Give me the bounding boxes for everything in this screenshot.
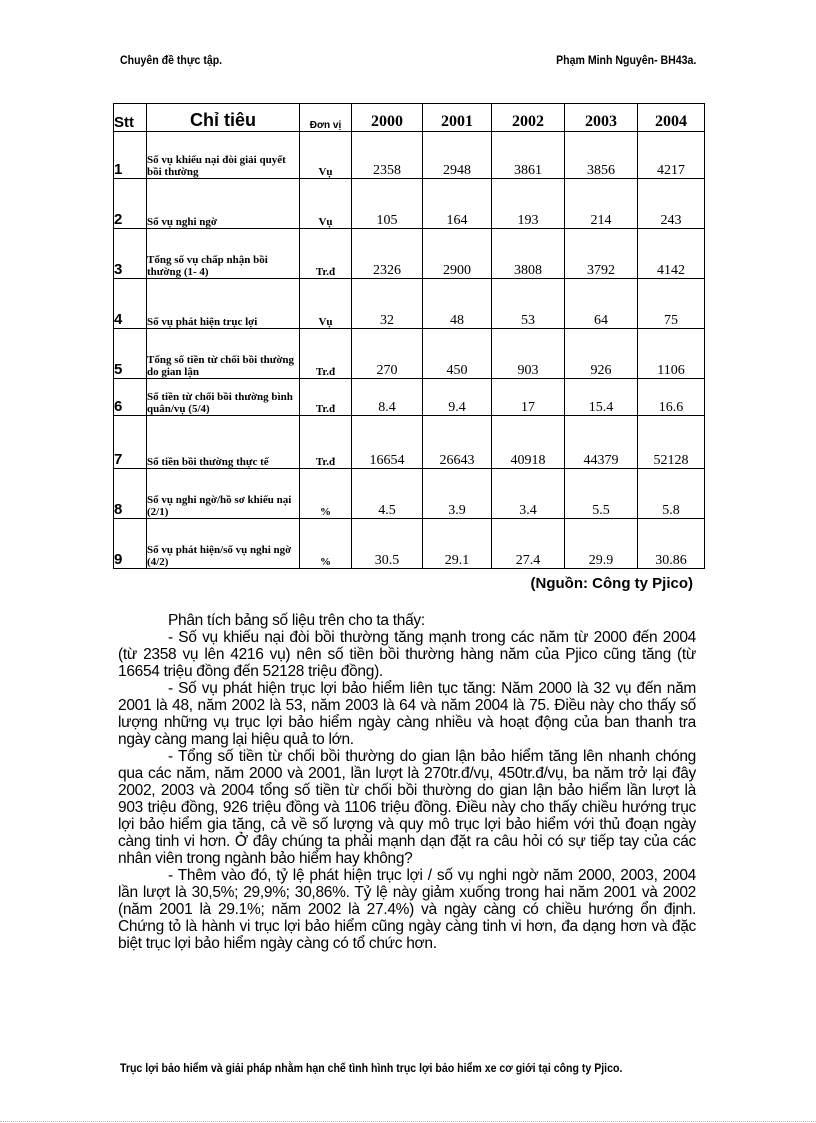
paragraph: Phân tích bảng số liệu trên cho ta thấy: — [168, 612, 425, 629]
table-row — [114, 519, 705, 569]
table-row — [114, 469, 705, 519]
column-header-stt: Stt — [114, 104, 147, 132]
value-cell: 3861 — [492, 132, 565, 179]
value-cell: 29.1 — [423, 519, 492, 569]
value-cell: 214 — [565, 179, 638, 229]
page-footer: Trục lợi bảo hiểm và giải pháp nhằm hạn chế tình hình trục lợi bảo hiểm xe cơ giới tại công ty Pjico. — [120, 1061, 623, 1075]
unit-cell: Vụ — [300, 179, 352, 229]
header-right: Phạm Minh Nguyên- BH43a. — [555, 53, 696, 67]
table-row — [114, 179, 705, 229]
value-cell: 4142 — [638, 229, 705, 279]
value-cell: 2900 — [423, 229, 492, 279]
value-cell: 4217 — [638, 132, 705, 179]
indicator-cell: Số vụ nghi ngờ/hồ sơ khiếu nại (2/1) — [147, 469, 300, 519]
value-cell: 4.5 — [352, 469, 423, 519]
value-cell: 9.4 — [423, 379, 492, 416]
bottom-divider — [0, 1121, 816, 1122]
indicator-cell: Tổng số tiền từ chối bồi thường do gian lận — [147, 329, 300, 379]
table-row — [114, 132, 705, 179]
unit-cell: Tr.đ — [300, 379, 352, 416]
value-cell: 3856 — [565, 132, 638, 179]
value-cell: 3808 — [492, 229, 565, 279]
value-cell: 64 — [565, 279, 638, 329]
column-header-unit: Đơn vị — [300, 104, 352, 132]
value-cell: 26643 — [423, 416, 492, 469]
row-number: 3 — [114, 229, 147, 279]
table-row — [114, 416, 705, 469]
column-header-year: 2002 — [492, 104, 565, 132]
column-header-indicator: Chỉ tiêu — [147, 104, 300, 132]
value-cell: 16654 — [352, 416, 423, 469]
value-cell: 3.4 — [492, 469, 565, 519]
unit-cell: Tr.đ — [300, 229, 352, 279]
paragraph: - Số vụ khiếu nại đòi bồi thường tăng mạnh trong các năm từ 2000 đến 2004 (từ 2358 vụ lên 4216 vụ) nên số tiền bồi thường hàng năm của Pjico cũng tăng (từ 16654 triệu đồng đến 52128 triệu đồng). — [118, 629, 696, 680]
value-cell: 450 — [423, 329, 492, 379]
unit-cell: Vụ — [300, 279, 352, 329]
table-row — [114, 379, 705, 416]
indicator-cell: Số tiền từ chối bồi thường bình quân/vụ (5/4) — [147, 379, 300, 416]
table-row — [114, 229, 705, 279]
unit-cell: % — [300, 519, 352, 569]
indicator-cell: Số vụ khiếu nại đòi giải quyết bồi thường — [147, 132, 300, 179]
value-cell: 8.4 — [352, 379, 423, 416]
analysis-text — [118, 612, 696, 952]
value-cell: 17 — [492, 379, 565, 416]
table-body — [114, 132, 705, 569]
row-number: 2 — [114, 179, 147, 229]
value-cell: 29.9 — [565, 519, 638, 569]
indicator-cell: Số vụ nghi ngờ — [147, 179, 300, 229]
table-row — [114, 329, 705, 379]
value-cell: 32 — [352, 279, 423, 329]
paragraph: - Thêm vào đó, tỷ lệ phát hiện trục lợi / số vụ nghi ngờ năm 2000, 2003, 2004 lần lượt là 30,5%; 29,9%; 30,86%. Tỷ lệ này giảm xuống trong hai năm 2001 và 2002 (năm 2001 là 29.1%; năm 2002 là 27.4%) và ngày càng có chiều hướng ổn định. Chứng tỏ là hành vi trục lợi bảo hiểm cũng ngày càng tinh vi hơn, đa dạng hơn và đặc biệt trục lợi bảo hiểm ngày càng có tổ chức hơn. — [118, 867, 696, 952]
value-cell: 2948 — [423, 132, 492, 179]
indicator-cell: Số vụ phát hiện trục lợi — [147, 279, 300, 329]
row-number: 5 — [114, 329, 147, 379]
row-number: 1 — [114, 132, 147, 179]
value-cell: 52128 — [638, 416, 705, 469]
value-cell: 193 — [492, 179, 565, 229]
value-cell: 3792 — [565, 229, 638, 279]
value-cell: 1106 — [638, 329, 705, 379]
row-number: 7 — [114, 416, 147, 469]
value-cell: 27.4 — [492, 519, 565, 569]
value-cell: 40918 — [492, 416, 565, 469]
value-cell: 164 — [423, 179, 492, 229]
unit-cell: Tr.đ — [300, 416, 352, 469]
value-cell: 5.5 — [565, 469, 638, 519]
indicator-cell: Số vụ phát hiện/số vụ nghi ngờ (4/2) — [147, 519, 300, 569]
value-cell: 75 — [638, 279, 705, 329]
unit-cell: % — [300, 469, 352, 519]
value-cell: 53 — [492, 279, 565, 329]
value-cell: 44379 — [565, 416, 638, 469]
source-note: (Nguồn: Công ty Pjico) — [530, 575, 693, 592]
value-cell: 5.8 — [638, 469, 705, 519]
row-number: 6 — [114, 379, 147, 416]
value-cell: 105 — [352, 179, 423, 229]
value-cell: 30.5 — [352, 519, 423, 569]
value-cell: 48 — [423, 279, 492, 329]
column-header-year: 2004 — [638, 104, 705, 132]
indicator-cell: Tổng số vụ chấp nhận bồi thường (1- 4) — [147, 229, 300, 279]
value-cell: 16.6 — [638, 379, 705, 416]
table-header-row — [114, 104, 705, 132]
indicator-cell: Số tiền bồi thường thực tế — [147, 416, 300, 469]
row-number: 4 — [114, 279, 147, 329]
paragraph: - Tổng số tiền từ chối bồi thường do gian lận bảo hiểm tăng lên nhanh chóng qua các năm, năm 2000 và 2001, lần lượt là 270tr.đ/vụ, 450tr.đ/vụ, ba năm trở lại đây 2002, 2003 và 2004 tổng số tiền từ chối bồi thường do gian lận bảo hiểm lần lượt là 903 triệu đồng, 926 triệu đồng và 1106 triệu đồng. Điều này cho thấy chiều hướng trục lợi bảo hiểm gia tăng, cả về số lượng và quy mô trục lợi bảo hiểm với thủ đoạn ngày càng tinh vi hơn. Ở đây chúng ta phải mạnh dạn đặt ra câu hỏi có sự tiếp tay của các nhân viên trong ngành bảo hiểm hay không? — [118, 748, 696, 867]
column-header-year: 2001 — [423, 104, 492, 132]
value-cell: 926 — [565, 329, 638, 379]
statistics-table — [113, 103, 705, 569]
value-cell: 2358 — [352, 132, 423, 179]
value-cell: 3.9 — [423, 469, 492, 519]
value-cell: 30.86 — [638, 519, 705, 569]
value-cell: 243 — [638, 179, 705, 229]
row-number: 8 — [114, 469, 147, 519]
value-cell: 903 — [492, 329, 565, 379]
value-cell: 15.4 — [565, 379, 638, 416]
table-row — [114, 279, 705, 329]
value-cell: 2326 — [352, 229, 423, 279]
value-cell: 270 — [352, 329, 423, 379]
paragraph: - Số vụ phát hiện trục lợi bảo hiểm liên tục tăng: Năm 2000 là 32 vụ đến năm 2001 là 48, năm 2002 là 53, năm 2003 là 64 và năm 2004 là 75. Điều này cho thấy số lượng những vụ trục lợi bảo hiểm ngày càng nhiều và hoạt động của ban thanh tra ngày càng mang lại hiệu quả to lớn. — [118, 680, 696, 748]
column-header-year: 2003 — [565, 104, 638, 132]
row-number: 9 — [114, 519, 147, 569]
column-header-year: 2000 — [352, 104, 423, 132]
header-left: Chuyên đề thực tập. — [120, 53, 223, 67]
unit-cell: Tr.đ — [300, 329, 352, 379]
unit-cell: Vụ — [300, 132, 352, 179]
